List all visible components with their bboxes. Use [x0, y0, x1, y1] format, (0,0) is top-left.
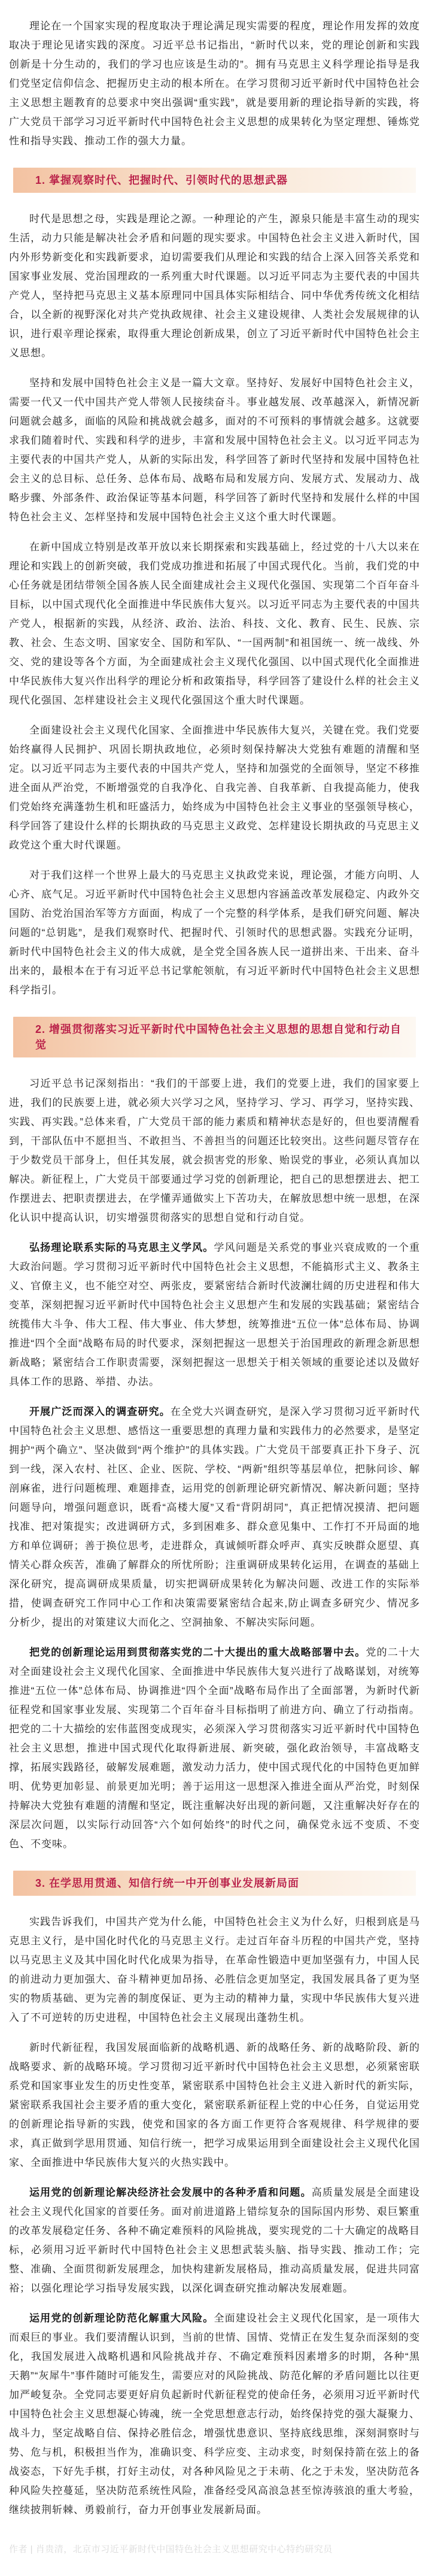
paragraph-lead: 弘扬理论联系实际的马克思主义学风。	[29, 1242, 214, 1253]
paragraph-text: 全面建设社会主义现代化国家，是一项伟大而艰巨的事业。我们要清醒认识到，当前的世情、国情、党情正在发生复杂而深刻的变化，我国发展进入战略机遇和风险挑战并存、不确定难预料因素增多的时期，各种“黑天鹅”“灰犀牛”事件随时可能发生，需要应对的风险挑战、防范化解的矛盾问题比以往更加严峻复杂。全党同志要更好肩负起新时代新征程党的使命任务，必须用习近平新时代中国特色社会主义思想凝心铸魂，统一全党思想意志行动，始终保持党的强大凝聚力、战斗力，坚定战略自信、保持必胜信念，增强忧患意识、坚持底线思维，深刻洞察时与势、危与机，积极担当作为，准确识变、科学应变、主动求变，时刻保持箭在弦上的备战姿态，下好先手棋，打好主动仗，对各种风险见之于未萌、化之于未发，坚决防范各种风险失控蔓延，坚决防范系统性风险，准备经受风高浪急甚至惊涛骇浪的重大考验，继续披荆斩棘、勇毅前行，奋力开创事业发展新局面。	[9, 2313, 421, 2516]
body-paragraph	[9, 1643, 420, 1854]
section-heading-text: 2. 增强贯彻落实习近平新时代中国特色社会主义思想的思想自觉和行动自觉	[35, 1023, 402, 1051]
body-paragraph	[9, 538, 420, 710]
paragraph-text: 在全党大兴调查研究，是深入学习贯彻习近平新时代中国特色社会主义思想、感悟这一重要思想的真理力量和实践伟力的必然要求，是坚定拥护“两个确立”、坚决做到“两个维护”的具体实践。广大党员干部要真正扑下身子、沉到一线，深入农村、社区、企业、医院、学校、“两新”组织等基层单位，把脉问诊、解剖麻雀，进行问题梳理、难题排查，运用党的创新理论研究新情况、解决新问题；坚持问题导向，增强问题意识，既看“高楼大厦”又看“背阴胡同”，真正把情况摸清、把问题找准、把对策提实；改进调研方式，多到困难多、群众意见集中、工作打不开局面的地方和单位调研；善于换位思考，走进群众，真诚倾听群众呼声、真实反映群众愿望、真情关心群众疾苦，准确了解群众的所忧所盼；注重调研成果转化运用，在调查的基础上深化研究，提高调研成果质量，切实把调研成果转化为解决问题、改进工作的实际举措，使调查研究工作同中心工作和决策需要紧密结合起来,防止调查多研究少、情况多分析少，提出的对策建议大而化之、空洞抽象、不解决实际问题。	[9, 1406, 421, 1628]
article-section	[9, 1871, 420, 2520]
body-paragraph	[9, 1238, 420, 1392]
section-heading-band	[13, 1871, 416, 1896]
section-heading-text: 1. 掌握观察时代、把握时代、引领时代的思想武器	[35, 174, 288, 186]
paragraph-text: 实践告诉我们，中国共产党为什么能，中国特色社会主义为什么好，归根到底是马克思主义行，是中国化时代化的马克思主义行。走过百年奋斗历程的中国共产党，坚持以马克思主义及其中国化时代化成果为指导，在革命性锻造中更加坚强有力，中国人民的前进动力更加强大、奋斗精神更加昂扬、必胜信念更加坚定，我国发展具备了更为坚实的物质基础、更为完善的制度保证、更为主动的精神力量，实现中华民族伟大复兴进入了不可逆转的历史进程，中国特色社会主义展现出蓬勃生机。	[9, 1916, 420, 2023]
body-paragraph	[9, 866, 420, 1000]
article-sections	[9, 168, 420, 2520]
body-paragraph	[9, 2183, 420, 2298]
paragraph-text: 时代是思想之母，实践是理论之源。一种理论的产生，源泉只能是丰富生动的现实生活，动力只能是解决社会矛盾和问题的现实要求。中国特色社会主义进入新时代，国内外形势新变化和实践新要求，迫切需要我们从理论和实践的结合上深入回答关系党和国家事业发展、党治国理政的一系列重大时代课题。以习近平同志为主要代表的中国共产党人，坚持把马克思主义基本原理同中国具体实际相结合、同中华优秀传统文化相结合，以全新的视野深化对共产党执政规律、社会主义建设规律、人类社会发展规律的认识，进行艰辛理论探索，取得重大理论创新成果，创立了习近平新时代中国特色社会主义思想。	[9, 213, 420, 359]
paragraph-lead: 把党的创新理论运用到贯彻落实党的二十大提出的重大战略部署中去。	[29, 1647, 366, 1658]
paragraph-text: 新时代新征程，我国发展面临新的战略机遇、新的战略任务、新的战略阶段、新的战略要求、新的战略环境。学习贯彻习近平新时代中国特色社会主义思想，必须紧密联系党和国家事业发生的历史性变革，紧密联系中国特色社会主义进入新时代的新实际，紧密联系我国社会主要矛盾的重大变化，紧密联系新征程上党的中心任务，自觉运用党的创新理论指导新的实践，使党和国家的各方面工作更符合客观规律、科学规律的要求，真正做到学思用贯通、知信行统一，把学习成果运用到全面建设社会主义现代化国家、全面推进中华民族伟大复兴的火热实践中。	[9, 2042, 420, 2168]
paragraph-text: 习近平总书记深刻指出：“我们的干部要上进，我们的党要上进，我们的国家要上进，我们的民族要上进，就必须大兴学习之风，坚持学习、学习、再学习，坚持实践、实践、再实践。”总体来看，广大党员干部的能力素质和精神状态是好的，但也要清醒看到，干部队伍中不愿担当、不敢担当、不善担当的问题还比较突出。这些问题尽管存在于少数党员干部身上，但任其发展，就会损害党的形象、贻误党的事业，必须认真加以解决。新征程上，广大党员干部要通过学习党的创新理论，把自己的思想摆进去、把工作摆进去、把职责摆进去，在学懂弄通做实上下苦功夫，在解放思想中统一思想，在深化认识中提高认识，切实增强贯彻落实的思想自觉和行动自觉。	[9, 1078, 420, 1223]
paragraph-text: 在新中国成立特别是改革开放以来长期探索和实践基础上，经过党的十八大以来在理论和实践上的创新突破，我们党成功推进和拓展了中国式现代化。当前，我们党的中心任务就是团结带领全国各族人民全面建成社会主义现代化强国、实现第二个百年奋斗目标，以中国式现代化全面推进中华民族伟大复兴。以习近平同志为主要代表的中国共产党人，根据新的实践，从经济、政治、法治、科技、文化、教育、民生、民族、宗教、社会、生态文明、国家安全、国防和军队、“一国两制”和祖国统一、统一战线、外交、党的建设等各个方面，为全面建成社会主义现代化强国、以中国式现代化全面推进中华民族伟大复兴作出科学的理论分析和政策指导，科学回答了建设什么样的社会主义现代化强国、怎样建设社会主义现代化强国这个重大时代课题。	[9, 541, 420, 706]
author-footer: 作者 | 肖贵清，北京市习近平新时代中国特色社会主义思想研究中心特约研究员	[9, 2544, 333, 2554]
paragraph-text: 党的二十大对全面建设社会主义现代化国家、全面推进中华民族伟大复兴进行了战略谋划，对统筹推进“五位一体”总体布局、协调推进“四个全面”战略布局作出了全面部署，为新时代新征程党和国家事业发展、实现第二个百年奋斗目标指明了前进方向、确立了行动指南。把党的二十大描绘的宏伟蓝图变成现实，必须深入学习贯彻落实习近平新时代中国特色社会主义思想，推进中国式现代化取得新进展、新突破，强化政治领导，丰富战略支撑，拓展实践路径，破解发展难题，激发动力活力，使中国式现代化的中国特色更加鲜明、优势更加彰显、前景更加光明；善于运用这一思想深入推进全面从严治党，时刻保持解决大党独有难题的清醒和坚定，既注重解决好出现的新问题，又注重解决好存在的深层次问题，以实际行动回答“六个如何始终”的时代之问，确保党永远不变质、不变色、不变味。	[9, 1647, 421, 1850]
paragraph-text: 对于我们这样一个世界上最大的马克思主义执政党来说，理论强，才能方向明、人心齐、底气足。习近平新时代中国特色社会主义思想内容涵盖改革发展稳定、内政外交国防、治党治国治军等方方面面，构成了一个完整的科学体系，是我们研究问题、解决问题的“总钥匙”，是我们观察时代、把握时代、引领时代的思想武器。实践充分证明，新时代中国特色社会主义的伟大成就，是全党全国各族人民一道拼出来、干出来、奋斗出来的，最根本在于有习近平总书记掌舵领航，有习近平新时代中国特色社会主义思想科学指引。	[9, 869, 420, 996]
article-section	[9, 168, 420, 1000]
body-paragraph	[9, 2038, 420, 2172]
body-paragraph	[9, 1913, 420, 2028]
paragraph-text: 全面建设社会主义现代化国家、全面推进中华民族伟大复兴，关键在党。我们党要始终赢得人民拥护、巩固长期执政地位，必须时刻保持解决大党独有难题的清醒和坚定。以习近平同志为主要代表的中国共产党人，坚持和加强党的全面领导，坚定不移推进全面从严治党，不断增强党的自我净化、自我完善、自我革新、自我提高能力，使我们党始终充满蓬勃生机和旺盛活力，始终成为中国特色社会主义事业的坚强领导核心，科学回答了建设什么样的长期执政的马克思主义政党、怎样建设长期执政的马克思主义政党这个重大时代课题。	[9, 725, 420, 851]
body-paragraph	[9, 1402, 420, 1632]
body-paragraph	[9, 2309, 420, 2520]
article-section	[9, 1017, 420, 1854]
paragraph-text: 高质量发展是全面建设社会主义现代化国家的首要任务。面对前进道路上错综复杂的国际国内形势、艰巨繁重的改革发展稳定任务、各种不确定难预料的风险挑战，要实现党的二十大确定的战略目标，必须用习近平新时代中国特色社会主义思想武装头脑、指导实践、推动工作；完整、准确、全面贯彻新发展理念，加快构建新发展格局，推动高质量发展，促进共同富裕；以强化理论学习指导发展实践，以深化调查研究推动解决发展难题。	[9, 2187, 421, 2294]
body-paragraph	[9, 210, 420, 363]
paragraph-text: 学风问题是关系党的事业兴衰成败的一个重大政治问题。学习贯彻习近平新时代中国特色社会主义思想，不能搞形式主义、教条主义、官僚主义，也不能空对空、两张皮，要紧密结合新时代波澜壮阔的历史进程和伟大变革，深刻把握习近平新时代中国特色社会主义思想产生和发展的实践基础；紧密结合统揽伟大斗争、伟大工程、伟大事业、伟大梦想，统筹推进“五位一体”总体布局、协调推进“四个全面”战略布局的时代要求，深刻把握这一思想关于治国理政的新理念新思想新战略；紧密结合工作职责需要，深刻把握这一思想关于相关领域的重要论述以及做好具体工作的思路、举措、办法。	[9, 1242, 421, 1387]
body-paragraph	[9, 374, 420, 527]
paragraph-text: 坚持和发展中国特色社会主义是一篇大文章。坚持好、发展好中国特色社会主义，需要一代又一代中国共产党人带领人民接续奋斗。事业越发展、改革越深入，新情况新问题就会越多，面临的风险和挑战就会越多，面对的不可预料的事情就会越多。这就要求我们随着时代、实践和科学的进步，丰富和发展中国特色社会主义。以习近平同志为主要代表的中国共产党人，从新的实际出发，科学回答了新时代坚持和发展中国特色社会主义的总目标、总任务、总体布局、战略布局和发展方向、发展方式、发展动力、战略步骤、外部条件、政治保证等基本问题，科学回答了新时代坚持和发展什么样的中国特色社会主义、怎样坚持和发展中国特色社会主义这个重大时代课题。	[9, 377, 420, 523]
section-heading-band	[13, 1017, 416, 1057]
body-paragraph	[9, 721, 420, 855]
intro-paragraph: 理论在一个国家实现的程度取决于理论满足现实需要的程度，理论作用发挥的效度取决于理论见诸实践的深度。习近平总书记指出，“新时代以来，党的理论创新和实践创新是十分生动的，我们的学习也应该是生动的”。拥有马克思主义科学理论指导是我们党坚定信仰信念、把握历史主动的根本所在。在学习贯彻习近平新时代中国特色社会主义思想主题教育的总要求中突出强调“重实践”，就是要用新的理论指导新的实践，将广大党员干部学习习近平新时代中国特色社会主义思想的成果转化为坚定理想、锤炼党性和指导实践、推动工作的强大力量。	[9, 20, 420, 147]
paragraph-lead: 运用党的创新理论解决经济社会发展中的各种矛盾和问题。	[29, 2187, 312, 2198]
section-heading-band	[13, 168, 416, 193]
paragraph-lead: 开展广泛而深入的调查研究。	[29, 1406, 171, 1417]
paragraph-lead: 运用党的创新理论防范化解重大风险。	[29, 2313, 214, 2324]
body-paragraph	[9, 1074, 420, 1228]
section-heading-text: 3. 在学思用贯通、知信行统一中开创事业发展新局面	[35, 1877, 300, 1889]
